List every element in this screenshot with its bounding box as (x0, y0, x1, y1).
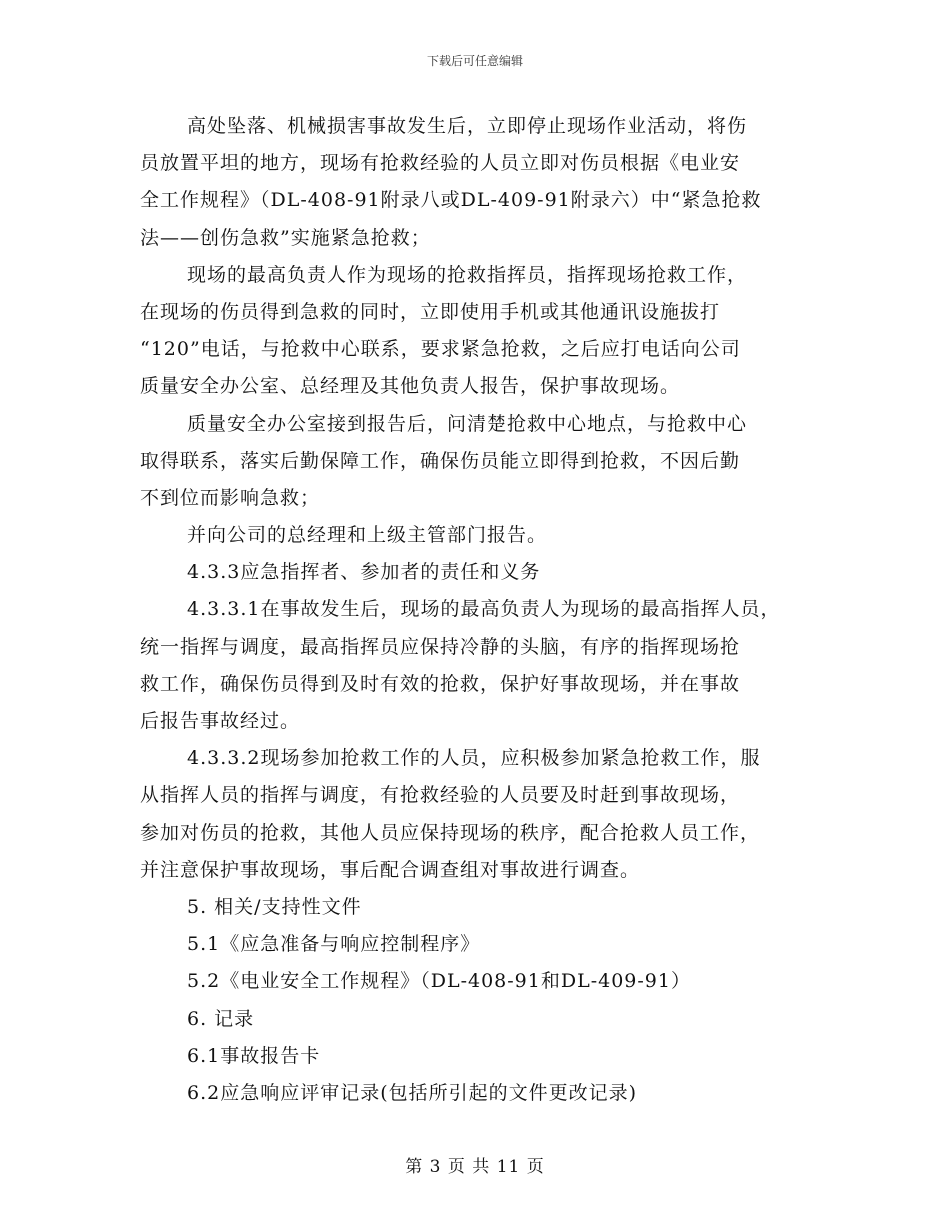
paragraph-line: 4.3.3.1在事故发生后，现场的最高负责人为现场的最高指挥人员， (187, 598, 781, 621)
paragraph-line: 4.3.3.2现场参加抢救工作的人员，应积极参加紧急抢救工作，服 (187, 747, 761, 770)
paragraph-line: 并向公司的总经理和上级主管部门报告。 (187, 524, 548, 547)
paragraph-line: 员放置平坦的地方，现场有抢救经验的人员立即对伤员根据《电业安 (140, 152, 741, 175)
paragraph-line: 从指挥人员的指挥与调度，有抢救经验的人员要及时赶到事故现场， (140, 784, 741, 807)
paragraph-line: 不到位而影响急救； (140, 486, 321, 509)
list-item: 5.2《电业安全工作规程》（DL-408-91和DL-409-91） (187, 970, 691, 993)
paragraph-line: 统一指挥与调度，最高指挥员应保持冷静的头脑，有序的指挥现场抢 (140, 635, 741, 658)
list-item: 6.2应急响应评审记录(包括所引起的文件更改记录) (187, 1081, 638, 1104)
section-heading: 5. 相关/支持性文件 (187, 895, 362, 918)
paragraph-line: 参加对伤员的抢救，其他人员应保持现场的秩序，配合抢救人员工作， (140, 821, 761, 844)
paragraph-line: 并注意保护事故现场，事后配合调查组对事故进行调查。 (140, 858, 641, 881)
section-heading: 6. 记录 (187, 1007, 255, 1030)
paragraph-line: 后报告事故经过。 (140, 710, 301, 732)
paragraph-line: 现场的最高负责人作为现场的抢救指挥员，指挥现场抢救工作， (187, 263, 748, 286)
list-item: 6.1事故报告卡 (187, 1044, 321, 1067)
list-item: 5.1《应急准备与响应控制程序》 (187, 933, 481, 956)
paragraph-line: 高处坠落、机械损害事故发生后，立即停止现场作业活动，将伤 (187, 115, 748, 137)
paragraph-line: 在现场的伤员得到急救的同时，立即使用手机或其他通讯设施拔打 (140, 300, 721, 323)
paragraph-line: “120”电话，与抢救中心联系，要求紧急抢救，之后应打电话向公司 (140, 338, 741, 361)
paragraph-line: 取得联系，落实后勤保障工作，确保伤员能立即得到抢救，不因后勤 (140, 449, 741, 472)
paragraph-line: 质量安全办公室接到报告后，问清楚抢救中心地点，与抢救中心 (187, 412, 748, 435)
section-heading: 4.3.3应急指挥者、参加者的责任和义务 (187, 561, 541, 584)
paragraph-line: 质量安全办公室、总经理及其他负责人报告，保护事故现场。 (140, 375, 681, 398)
page-header: 下载后可任意编辑 (426, 54, 523, 68)
document-body (140, 108, 820, 1112)
paragraph-line: 全工作规程》（DL-408-91附录八或DL-409-91附录六）中“紧急抢救 (140, 189, 762, 212)
paragraph-line: 法——创伤急救”实施紧急抢救； (140, 226, 431, 249)
paragraph-line: 救工作，确保伤员得到及时有效的抢救，保护好事故现场，并在事故 (140, 672, 741, 695)
page-footer: 第 3 页 共 11 页 (405, 1157, 545, 1177)
